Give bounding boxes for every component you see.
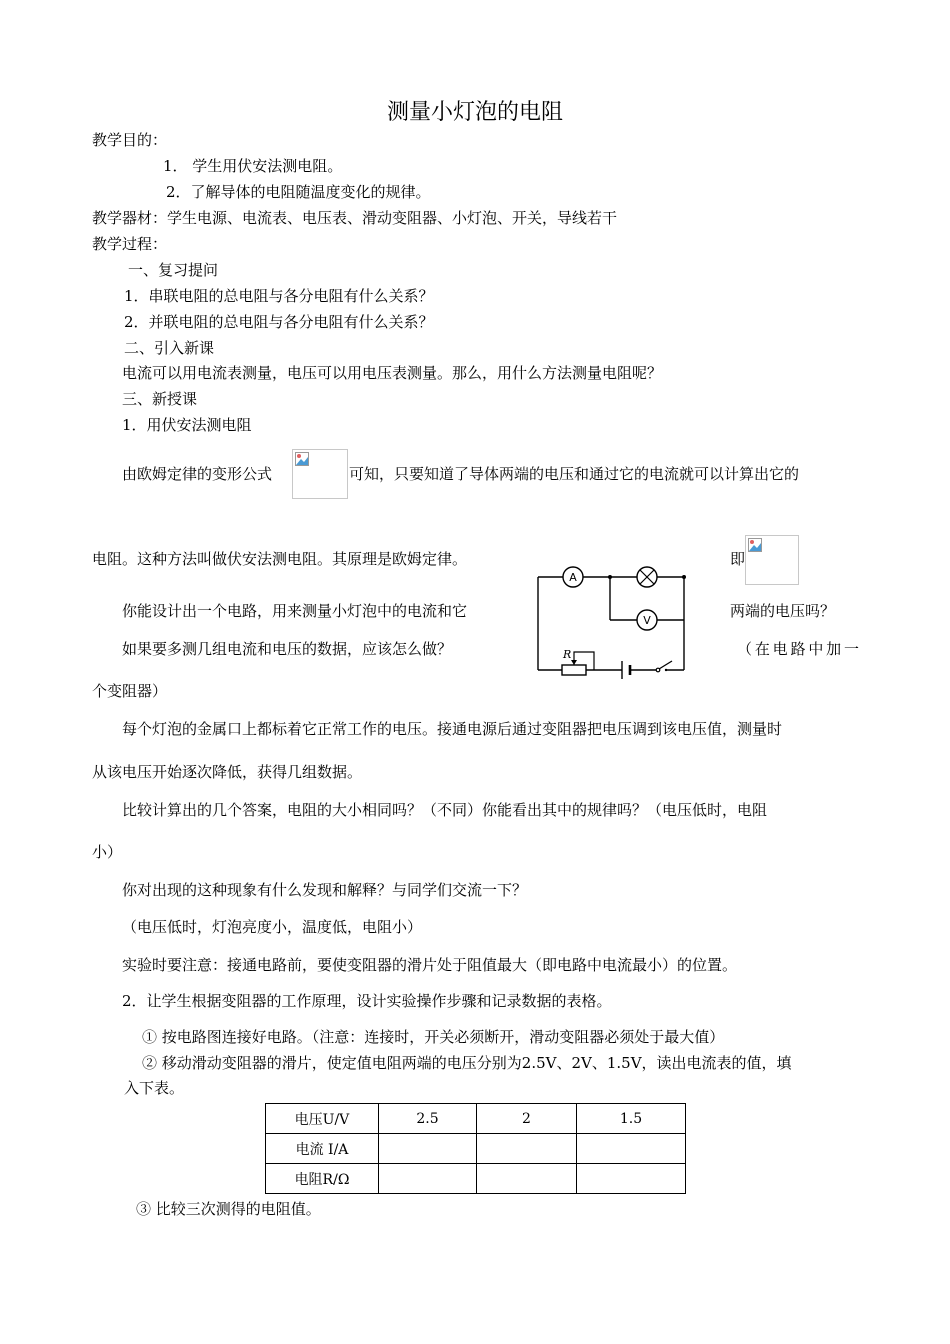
- paragraph-5-line2: 从该电压开始逐次降低，获得几组数据。: [92, 763, 363, 781]
- table-cell: [477, 1164, 577, 1194]
- subsection-2-heading: 2．让学生根据变阻器的工作原理，设计实验操作步骤和记录数据的表格。: [122, 992, 612, 1010]
- section1-heading: 一、复习提问: [128, 261, 219, 279]
- formula-image-placeholder: [292, 449, 348, 499]
- table-cell: [577, 1164, 686, 1194]
- paragraph-5-line1: 每个灯泡的金属口上都标着它正常工作的电压。接通电源后通过变阻器把电压调到该电压值，测量时: [122, 720, 783, 738]
- paragraph-6-line1: 比较计算出的几个答案，电阻的大小相同吗？（不同）你能看出其中的规律吗？（电压低时，电阻: [122, 801, 768, 819]
- battery-symbol: [622, 661, 630, 679]
- ammeter-symbol: [563, 567, 583, 587]
- goals-heading: 教学目的：: [92, 131, 168, 149]
- circuit-diagram: [530, 560, 730, 680]
- paragraph-7: 你对出现的这种现象有什么发现和解释？与同学们交流一下？: [122, 881, 528, 899]
- paragraph-8: （电压低时，灯泡亮度小，温度低，电阻小）: [122, 918, 423, 936]
- table-cell: 2.5: [379, 1104, 477, 1134]
- paragraph-4-start: 如果要多测几组电流和电压的数据，应该怎么做？: [122, 640, 453, 658]
- section3-heading: 三、新授课: [122, 390, 198, 408]
- junction-dot: [682, 575, 686, 579]
- rheostat-symbol: [562, 648, 594, 675]
- table-row: [266, 1104, 686, 1134]
- process-heading: 教学过程：: [92, 235, 168, 253]
- review-question-1: 1．串联电阻的总电阻与各分电阻有什么关系？: [124, 287, 434, 305]
- table-cell: [477, 1134, 577, 1164]
- table-row: [266, 1164, 686, 1194]
- paragraph-9: 实验时要注意：接通电路前，要使变阻器的滑片处于阻值最大（即电路中电流最小）的位置。: [122, 956, 738, 974]
- paragraph-3-start: 你能设计出一个电路，用来测量小灯泡中的电流和它: [122, 602, 468, 620]
- section2-heading: 二、引入新课: [124, 339, 215, 357]
- voltmeter-symbol: [637, 610, 657, 630]
- table-cell: [379, 1134, 477, 1164]
- formula-image-placeholder-2: [745, 535, 799, 585]
- table-cell: 电流 I/A: [266, 1134, 379, 1164]
- paragraph-6-line2: 小）: [92, 843, 123, 861]
- paragraph-1-start: 由欧姆定律的变形公式: [122, 465, 273, 483]
- paragraph-4-continued: 个变阻器）: [92, 682, 168, 700]
- table-row: [266, 1134, 686, 1164]
- equipment-line: 教学器材：学生电源、电流表、电压表、滑动变阻器、小灯泡、开关，导线若干: [92, 209, 618, 227]
- goal-item-1: 1． 学生用伏安法测电阻。: [163, 157, 343, 175]
- step-3: ③ 比较三次测得的电阻值。: [136, 1200, 321, 1218]
- table-cell: 电压U/V: [266, 1104, 379, 1134]
- review-question-2: 2．并联电阻的总电阻与各分电阻有什么关系？: [124, 313, 434, 331]
- table-cell: [577, 1134, 686, 1164]
- table-cell: [379, 1164, 477, 1194]
- junction-dot: [608, 575, 612, 579]
- paragraph-3-end: 两端的电压吗？: [730, 602, 836, 620]
- table-cell: 电阻R/Ω: [266, 1164, 379, 1194]
- paragraph-2-ji: 即: [730, 550, 746, 568]
- step-1: ① 按电路图连接好电路。（注意：连接时，开关必须断开，滑动变阻器必须处于最大值）: [142, 1028, 725, 1046]
- section2-text: 电流可以用电流表测量，电压可以用电压表测量。那么，用什么方法测量电阻呢？: [122, 364, 663, 382]
- broken-image-icon: [295, 452, 309, 466]
- step-2-line2: 入下表。: [124, 1079, 185, 1097]
- paragraph-4-answer: （在电路中加一: [737, 640, 859, 658]
- voltmeter-label: V: [643, 614, 651, 627]
- table-cell: 2: [477, 1104, 577, 1134]
- subsection-1-heading: 1．用伏安法测电阻: [122, 416, 252, 434]
- paragraph-1-end: 可知，只要知道了导体两端的电压和通过它的电流就可以计算出它的: [349, 465, 800, 483]
- step-2-line1: ② 移动滑动变阻器的滑片，使定值电阻两端的电压分别为2.5V、2V、1.5V，读出电流表的值，填: [142, 1054, 792, 1072]
- data-table: [265, 1103, 686, 1194]
- broken-image-icon: [748, 538, 762, 552]
- page-title: 测量小灯泡的电阻: [386, 100, 563, 125]
- table-cell: 1.5: [577, 1104, 686, 1134]
- paragraph-2-start: 电阻。这种方法叫做伏安法测电阻。其原理是欧姆定律。: [92, 550, 468, 568]
- goal-item-2: 2．了解导体的电阻随温度变化的规律。: [166, 183, 431, 201]
- rheostat-label: R: [563, 648, 572, 661]
- ammeter-label: A: [569, 571, 577, 584]
- lamp-symbol: [637, 567, 657, 587]
